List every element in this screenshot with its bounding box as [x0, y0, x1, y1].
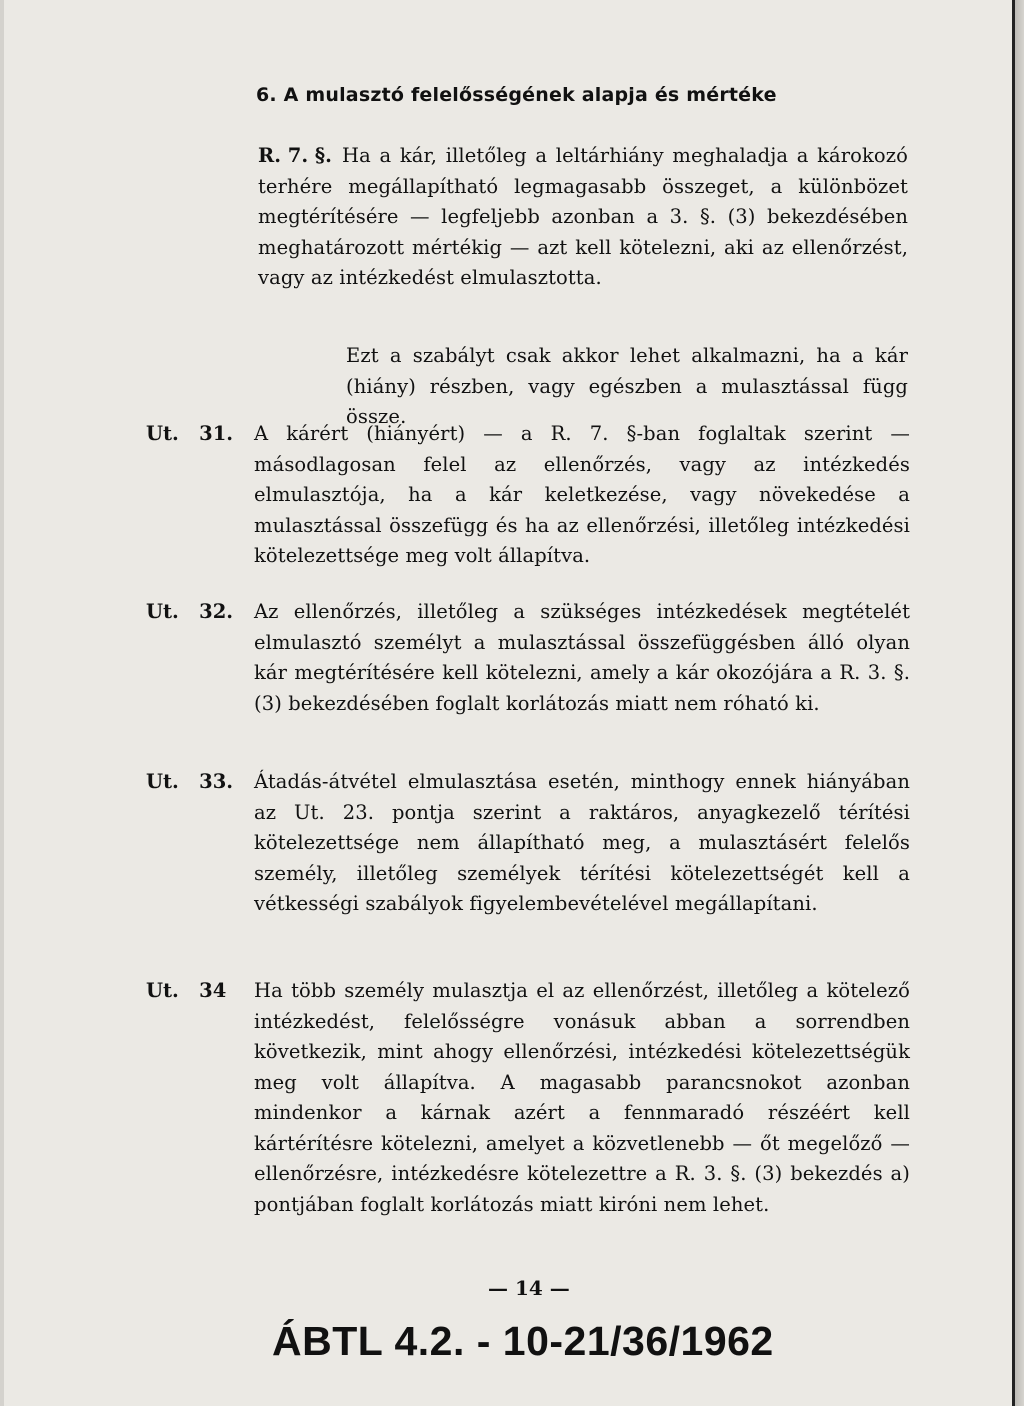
page-number: — 14 —	[488, 1276, 570, 1300]
section-text-31: A kárért (hiányért) — a R. 7. §-ban foglaltak szerint — másodlagosan felel az ellenőrzés, vagy az intézkedés elmulasztója, ha a kár keletkezése, vagy növekedése a mulasztással összefügg és ha az ellenőrzési, illetőleg intézkedési kötelezettsége meg volt állapítva.	[254, 422, 910, 567]
section-label-33: Ut. 33.	[146, 770, 234, 793]
r7-label: R. 7. §.	[258, 144, 332, 167]
section-label-31: Ut. 31.	[146, 422, 234, 445]
section-label-32: Ut. 32.	[146, 600, 234, 623]
section-heading: 6. A mulasztó felelősségének alapja és mértéke	[256, 84, 777, 106]
section-text-32: Az ellenőrzés, illetőleg a szükséges intézkedések megtételét elmulasztó személyt a mulasztással összefüggésben álló olyan kár megtérítésére kell kötelezni, amely a kár okozójára a R. 3. §. (3) bekezdésében foglalt korlátozás miatt nem róható ki.	[254, 600, 910, 715]
section-label-34: Ut. 34	[146, 979, 227, 1002]
page-right-edge	[1012, 0, 1024, 1406]
r7-paragraph-1: Ha a kár, illetőleg a leltárhiány meghaladja a károkozó terhére megállapítható legmagasabb összeget, a különbözet megtérítésére — legfeljebb azonban a 3. §. (3) bekezdésében meghatározott mértékig — azt kell kötelezni, aki az ellenőrzést, vagy az intézkedést elmulasztotta.	[258, 144, 908, 289]
r7-paragraph-2: Ezt a szabályt csak akkor lehet alkalmazni, ha a kár (hiány) részben, vagy egészben a mulasztással függ össze.	[346, 344, 908, 428]
section-text-34: Ha több személy mulasztja el az ellenőrzést, illetőleg a kötelező intézkedést, felelősségre vonásuk abban a sorrendben következik, mint ahogy ellenőrzési, intézkedési kötelezettségük meg volt állapítva. A magasabb parancsnokot azonban mindenkor a kárnak azért a fennmaradó részéért kell kártérítésre kötelezni, amelyet a közvetlenebb — őt megelőző — ellenőrzésre, intézkedésre kötelezettre a R. 3. §. (3) bekezdés a) pontjában foglalt korlátozás miatt kiróni nem lehet.	[254, 979, 910, 1216]
page-left-edge	[0, 0, 4, 1406]
section-text-33: Átadás-átvétel elmulasztása esetén, minthogy ennek hiányában az Ut. 23. pontja szerint a raktáros, anyagkezelő térítési kötelezettsége nem állapítható meg, a mulasztásért felelős személy, illetőleg személyek térítési kötelezettségét kell a vétkességi szabályok figyelembevételével megállapítani.	[254, 770, 910, 915]
archive-stamp: ÁBTL 4.2. - 10-21/36/1962	[272, 1318, 774, 1364]
